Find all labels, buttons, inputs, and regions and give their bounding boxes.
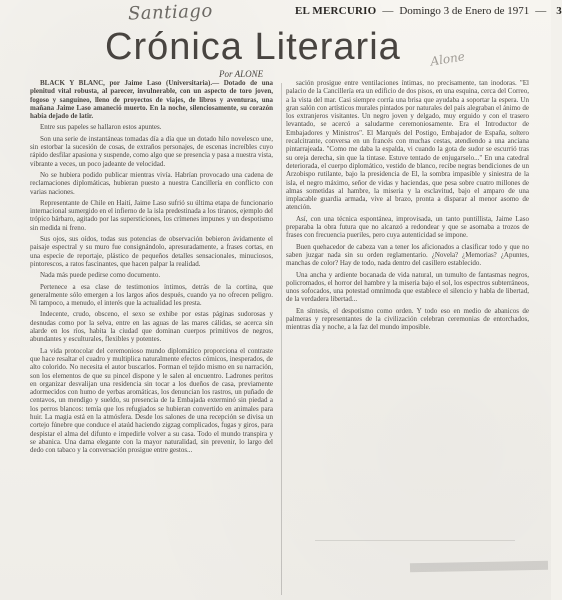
article-title: Crónica Literaria <box>105 26 401 68</box>
paragraph: Así, con una técnica espontánea, improvisada, un tanto puntillista, Jaime Laso preparaba la obra futura que no alcanzó a redondear y que se asomaba a trozos de frases con frecuencia pueriles, pero cuya autenticidad se impone. <box>286 214 529 240</box>
handwritten-annotation: Santiago <box>127 0 214 25</box>
paragraph: Representante de Chile en Haití, Jaime Laso sufrió su última etapa de funcionario internacional sumergido en el infierno de la isla predestinada a los tiranos, ejemplo del trópico bárbaro, agitado por las supersticiones, los crímenes impunes y un despotismo sin medida ni freno. <box>30 198 273 232</box>
left-column <box>30 79 273 600</box>
paragraph: Nada más puede pedirse como documento. <box>40 271 161 280</box>
paragraph: Buen quehacedor de cabeza van a tener los aficionados a clasificar todo y que no saben juzgar nada sin su orden reglamentario. ¿Novela? ¿Memorias? ¿Apuntes, manchas de color? Hay de todo, nada dentro del casillero establecido. <box>286 242 529 268</box>
paragraph: Entre sus papeles se hallaron estos apuntes. <box>40 123 162 132</box>
paragraph: Son una serie de instantáneas tomadas día a día que un dotado hilo novelesco une, sin estorbar la sucesión de cosas, de extraños personajes, de escenas increíbles cuyo rápido desfilar apasiona y suspende, como algo que se presencia y pasa a nuestra vista, vibrante a veces, un poco jadeante de velocidad. <box>30 134 273 168</box>
paragraph: BLACK Y BLANC, por Jaime Laso (Universitaria).— Dotado de una plenitud vital robusta, al parecer, invulnerable, con un aspecto de toro joven, fogoso y sanguíneo, lleno de proyectos de viajes, de libros y aventuras, una mañana Jaime Laso amaneció muerto. En la noche, silenciosamente, su corazón había dejado de latir. <box>30 79 273 121</box>
newspaper-header <box>295 5 562 17</box>
right-column <box>286 79 529 600</box>
page-separator: — <box>535 5 547 17</box>
paragraph: sación prosigue entre ventilaciones íntimas, no precisamente, tan inodoras. "El palacio de la Cancillería era un edificio de dos pisos, en una esquina, cerca del Correo, a la vista del mar. Casi siempre corría una brisa que ayudaba a soportar la espera. Un gran salón con artísticos murales pintados por naturales del país alegraban el ánimo de los extranjeros visitantes. Un negro joven y delgado, muy erguido y con el trasero levantado, se acercó a saludarme ceremoniosamente. Era el Introductor de Embajadores y Ministros". El Marqués del Postigo, Embajador de España, soltero recalcitrante, conversa en un francés con muchas cestas, atendiendo a una anciana pintarrajeada. "Como me daba la espalda, vi cuando la gota de sudor se escurrió tras su oreja derecha, sin que la tintase. Estuve tentado de enjugarselo..." En una catedral deteriorada, el cuerpo diplomático, vestido de blanco, recibe negras bendiciones de un Arzobispo rutilante, bajo la presidencia de El, la sombra impasible y siniestra de la isla, el negro máximo, señor de vidas y haciendas, que pesa sobre cuatro millones de almas sometidas al hambre, la miseria y la esclavitud, bajo el amparo de una implacable guardia armada, vive al brazo, pronta a disparar al menor asomo de atención. <box>286 79 529 212</box>
paragraph: En síntesis, el despotismo como orden. Y todo eso en medio de abanicos de palmeras y representantes de la civilización celebran ceremonias de entorchados, mientras día y noche, a la faz del mundo imposible. <box>286 306 529 332</box>
signature-stamp: Alone <box>429 49 466 69</box>
column-divider <box>281 83 282 595</box>
header-separator: — <box>382 5 394 17</box>
page-number: 3 <box>556 5 562 17</box>
paragraph: La vida protocolar del ceremonioso mundo diplomático proporciona el contraste que hace resaltar el cuadro y multiplica naturalmente efectos cómicos, inesperados, de alto colorido. No necesita el autor buscarlos. Forman el tejido mismo en su narración, son los elementos de que su pincel dispone y le salen al encuentro. Ladrones peritos en organizar desvalijan una residencia sin tocar a los dueños de casa, previamente adormecidos con humo de yerbas aromáticas, los denuncian los rastros, un puñado de centavos, un mendigo y sueldo, su presencia de la Embajada exterminó sin piedad a los perros blancos: temía que los refugiados se hubieran convertido en animales para huir. La magia está en la atmósfera. Desde los salones de una recepción se divisa un cortejo fúnebre que conduce el ataúd haciendo zigzag complicados, fugas y giros, para despistar el alma del difunto e impedirle volver a su casa. Todo el mundo transpira y se abanica. Una dama elegante con la mayor naturalidad, sin prevenir, lo largo del dedo con tabaco y la conversación prosigue entre gestos... <box>30 346 273 455</box>
paragraph: No se hubiera podido publicar mientras vivía. Habrían provocado una cadena de reclamaciones diplomáticas, hubieran puesto a nuestra Cancillería en conflicto con varias naciones. <box>30 170 273 196</box>
paragraph: Una ancha y ardiente bocanada de vida natural, un tumulto de fantasmas negros, policromados, el horror del hambre y la miseria bajo el sol, los espectros subterráneos, unos sofocados, una potestad omnímoda que establece el silencio y habla de libertad, de la verdadera libertad... <box>286 270 529 304</box>
paragraph: Sus ojos, sus oídos, todas sus potencias de observación bebieron ávidamente el paisaje espectral y su muro fue consignándolo, apresuradamente, a frases cortas, en una especie de reportaje, plástico de pequeños detalles sensacionales, minuciosos, pintorescos, a ratos fascinantes, que hacen palpar la realidad. <box>30 235 273 268</box>
print-underline <box>315 540 515 541</box>
publication-date: Domingo 3 de Enero de 1971 <box>399 5 530 17</box>
paragraph: Indecente, crudo, obsceno, el sexo se exhibe por estas páginas sudorosas y desnudas como por la selva, entre en las aguas de las mares cálidas, se acerca sin alarde en los ríos, habita la ciudad que dominan cuerpos primitivos de negros, abundantes y esculturales, flexibles y potentes. <box>30 310 273 344</box>
article-columns <box>30 79 549 600</box>
paragraph: Pertenece a esa clase de testimonios íntimos, detrás de la cortina, que generalmente sólo emergen a los largos años después, cuando ya no ofrecen peligro. Ni tampoco, a menudo, el interés que la actualidad les presta. <box>30 282 273 308</box>
newspaper-name: EL MERCURIO <box>295 5 377 17</box>
article-byline: Por ALONE <box>219 69 264 79</box>
